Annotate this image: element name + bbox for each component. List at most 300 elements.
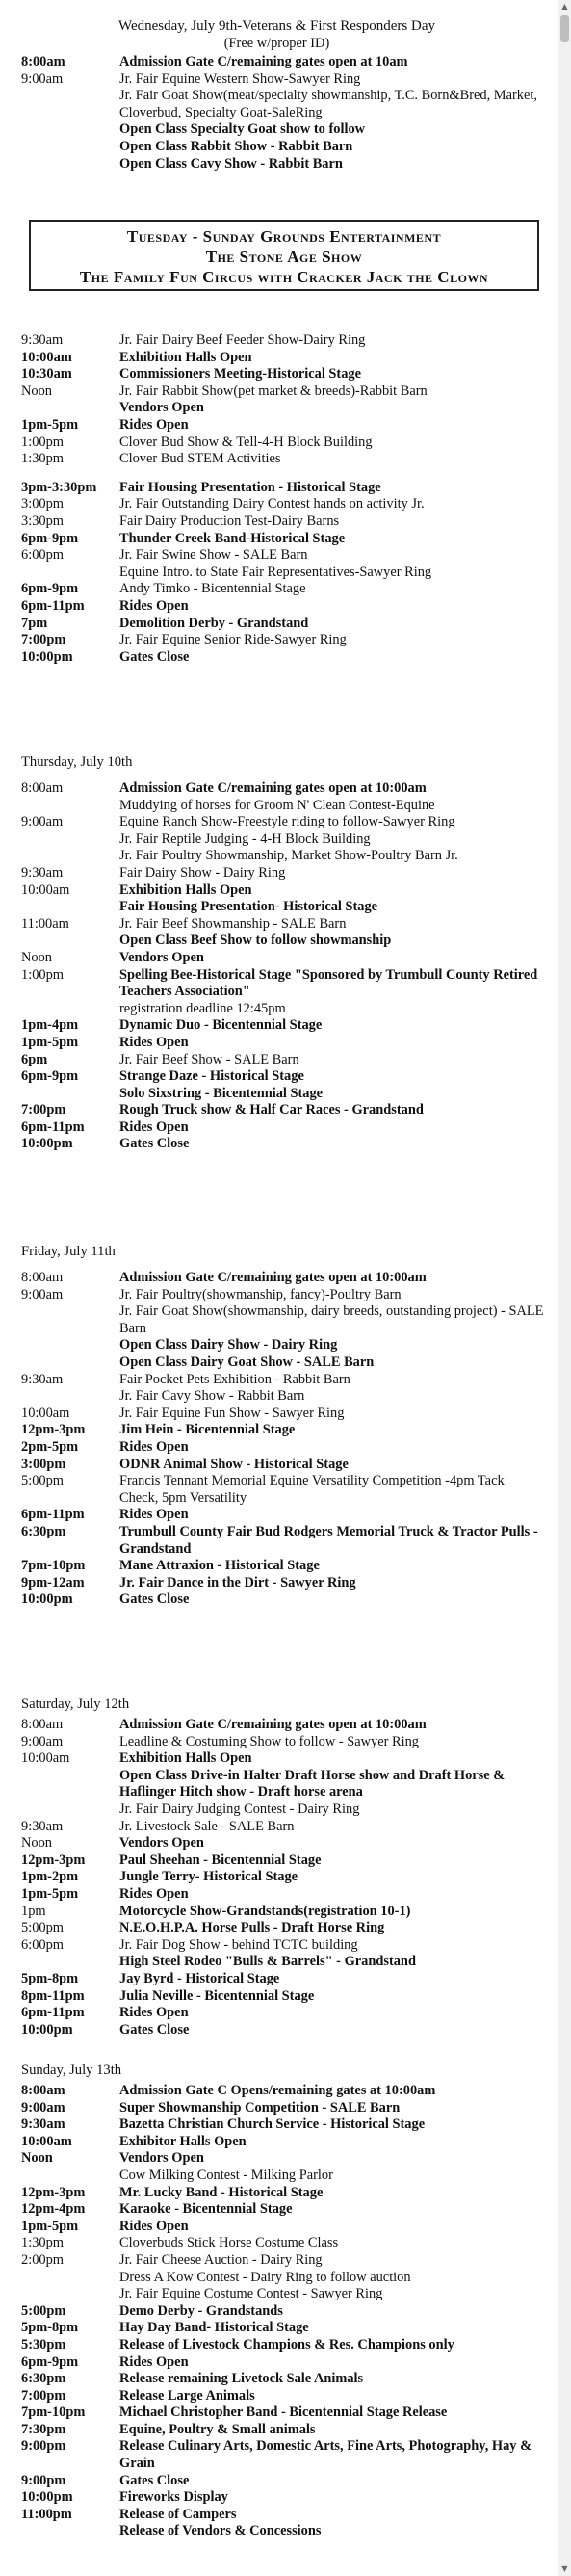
schedule-row — [0, 598, 554, 616]
schedule-event: Motorcycle Show-Grandstands(registration 10-1) — [119, 1903, 411, 1919]
schedule-row — [0, 451, 554, 468]
schedule-time: 1pm-2pm — [21, 1869, 79, 1885]
schedule-event: Dynamic Duo - Bicentennial Stage — [119, 1017, 323, 1034]
schedule-row — [0, 616, 554, 633]
schedule-event: Commissioners Meeting-Historical Stage — [119, 366, 361, 382]
schedule-event: Rides Open — [119, 1034, 189, 1050]
schedule-event: Rough Truck show & Half Car Races - Grandstand — [119, 1102, 424, 1118]
schedule-row — [0, 1068, 554, 1086]
schedule-row — [0, 1473, 554, 1507]
schedule-event: Spelling Bee-Historical Stage "Sponsored by Trumbull County Retired Teachers Association" — [119, 966, 538, 1000]
schedule-row — [0, 1086, 554, 1103]
schedule-row — [0, 1971, 554, 1988]
schedule-event: Rides Open — [119, 597, 189, 614]
schedule-event: Jr. Fair Poultry Showmanship, Market Show-Poultry Barn Jr. — [119, 848, 458, 864]
schedule-row — [0, 1287, 554, 1304]
wednesday-subheading: (Free w/proper ID) — [223, 36, 330, 51]
schedule-time: Noon — [21, 1835, 52, 1852]
schedule-row — [0, 1937, 554, 1955]
schedule-row — [0, 1591, 554, 1609]
schedule-row — [0, 2252, 554, 2270]
schedule-time: 8:00am — [21, 780, 64, 796]
schedule-event: Jr. Fair Reptile Judging - 4-H Block Building — [119, 830, 371, 847]
schedule-time: 9:30am — [21, 864, 64, 881]
schedule-time: 3:30pm — [21, 513, 64, 529]
schedule-row — [0, 2286, 554, 2303]
schedule-row — [0, 121, 554, 139]
schedule-event: Mr. Lucky Band - Historical Stage — [119, 2184, 324, 2200]
schedule-time: Noon — [21, 2150, 53, 2167]
friday-heading: Friday, July 11th — [21, 1244, 116, 1259]
schedule-event: Vendors Open — [119, 400, 204, 416]
schedule-event: Jay Byrd - Historical Stage — [119, 1970, 280, 1986]
schedule-event: Paul Sheehan - Bicentennial Stage — [119, 1852, 322, 1868]
schedule-row — [0, 2489, 554, 2507]
schedule-event: Jr. Fair Goat Show(meat/specialty showmanship, T.C. Born&Bred, Market, Cloverbud, Specialty Goat-SaleRing — [119, 88, 537, 120]
schedule-event: Open Class Cavy Show - Rabbit Barn — [119, 155, 343, 171]
schedule-time: 7pm-10pm — [21, 2405, 86, 2421]
schedule-event: Trumbull County Fair Bud Rodgers Memorial Truck & Tractor Pulls - Grandstand — [119, 1523, 538, 1557]
schedule-row — [0, 632, 554, 649]
schedule-row — [0, 2100, 554, 2117]
schedule-row — [0, 1354, 554, 1372]
schedule-row — [0, 2507, 554, 2524]
schedule-row — [0, 88, 554, 121]
schedule-time: 9:00pm — [21, 2438, 66, 2455]
banner-line-1: Tuesday - Sunday Grounds Entertainment — [126, 227, 442, 246]
schedule-row — [0, 1102, 554, 1119]
schedule-event: Jr. Fair Beef Showmanship - SALE Barn — [119, 915, 347, 932]
schedule-event: Equine, Poultry & Small animals — [119, 2421, 316, 2437]
schedule-event: Jr. Fair Cavy Show - Rabbit Barn — [119, 1388, 305, 1405]
schedule-time: 2:00pm — [21, 2251, 64, 2268]
schedule-event: Open Class Dairy Goat Show - SALE Barn — [119, 1354, 375, 1370]
schedule-time: 7:00pm — [21, 2387, 66, 2404]
banner-line-3: The Family Fun Circus with Cracker Jack the Clown — [79, 268, 489, 286]
schedule-event: registration deadline 12:45pm — [119, 1000, 286, 1016]
schedule-time: 12pm-3pm — [21, 1852, 86, 1868]
friday-rows — [0, 1270, 554, 1609]
thursday-heading: Thursday, July 10th — [21, 754, 133, 770]
schedule-event: Open Class Specialty Goat show to follow — [119, 121, 366, 138]
schedule-row — [0, 1734, 554, 1751]
schedule-row — [0, 1801, 554, 1819]
schedule-row — [0, 2134, 554, 2151]
schedule-time: 2pm-5pm — [21, 1438, 79, 1455]
schedule-event: Release Large Animals — [119, 2387, 255, 2404]
schedule-event: Jr. Fair Cheese Auction - Dairy Ring — [119, 2251, 323, 2268]
schedule-time: 7:00pm — [21, 632, 66, 648]
schedule-event: Gates Close — [119, 2472, 190, 2488]
wednesday-heading: Wednesday, July 9th-Veterans & First Responders Day — [117, 18, 435, 34]
schedule-event: Jr. Fair Outstanding Dairy Contest hands on activity Jr. — [119, 496, 425, 513]
schedule-time: 10:00pm — [21, 1136, 73, 1152]
schedule-row — [0, 933, 554, 950]
schedule-event: Open Class Rabbit Show - Rabbit Barn — [119, 138, 353, 154]
schedule-row — [0, 332, 554, 350]
schedule-row — [0, 848, 554, 865]
schedule-event: Jr. Fair Poultry(showmanship, fancy)-Poultry Barn — [119, 1286, 402, 1302]
schedule-row — [0, 513, 554, 531]
schedule-event: Release Culinary Arts, Domestic Arts, Fine Arts, Photography, Hay & Grain — [119, 2438, 532, 2472]
schedule-time: 1pm-5pm — [21, 2218, 79, 2234]
schedule-row — [0, 1337, 554, 1354]
schedule-row — [0, 496, 554, 513]
schedule-time: 8:00am — [21, 1717, 64, 1732]
schedule-time: Noon — [21, 949, 52, 965]
schedule-event: Gates Close — [119, 2021, 190, 2037]
schedule-time: 10:30am — [21, 366, 72, 382]
schedule-event: Exhibition Halls Open — [119, 1750, 252, 1767]
schedule-event: Michael Christopher Band - Bicentennial Stage Release — [119, 2405, 448, 2421]
schedule-row — [0, 1136, 554, 1153]
schedule-row — [0, 2371, 554, 2388]
schedule-time: 9:00am — [21, 70, 64, 87]
tuesday-section — [0, 332, 554, 666]
schedule-time: 3pm-3:30pm — [21, 479, 97, 495]
schedule-event: Clover Bud STEM Activities — [119, 451, 281, 467]
schedule-row — [0, 2005, 554, 2022]
schedule-event: Francis Tennant Memorial Equine Versatility Competition -4pm Tack Check, 5pm Versatility — [119, 1473, 505, 1506]
schedule-event: Thunder Creek Band-Historical Stage — [119, 530, 346, 546]
schedule-row — [0, 2422, 554, 2439]
thursday-rows — [0, 780, 554, 1153]
schedule-row — [0, 1524, 554, 1558]
schedule-row — [0, 2235, 554, 2252]
schedule-event: Rides Open — [119, 2353, 189, 2370]
schedule-row — [0, 350, 554, 367]
schedule-time: 9pm-12am — [21, 1574, 85, 1590]
schedule-row — [0, 1270, 554, 1287]
friday-section — [0, 1243, 554, 1609]
schedule-time: 10:00am — [21, 1750, 70, 1767]
schedule-time: 9:00pm — [21, 2472, 66, 2488]
schedule-event: Cow Milking Contest - Milking Parlor — [119, 2167, 333, 2183]
schedule-row — [0, 531, 554, 548]
schedule-row — [0, 1001, 554, 1018]
schedule-time: 9:00am — [21, 1733, 64, 1749]
schedule-event: Jr. Fair Equine Senior Ride-Sawyer Ring — [119, 632, 347, 648]
schedule-time: 6pm-11pm — [21, 1118, 85, 1135]
wednesday-section — [0, 17, 554, 172]
schedule-time: 6:30pm — [21, 2371, 66, 2387]
schedule-event: Rides Open — [119, 1885, 189, 1902]
schedule-event: Fair Dairy Show - Dairy Ring — [119, 864, 286, 881]
schedule-event: Gates Close — [119, 1591, 190, 1608]
schedule-row — [0, 1575, 554, 1592]
schedule-event: Release of Campers — [119, 2506, 237, 2522]
schedule-event: Jr. Livestock Sale - SALE Barn — [119, 1818, 295, 1834]
schedule-row — [0, 1988, 554, 2006]
schedule-event: Admission Gate C/remaining gates open at 10:00am — [119, 780, 427, 796]
schedule-event: Fair Pocket Pets Exhibition - Rabbit Barn — [119, 1371, 350, 1387]
schedule-row — [0, 71, 554, 89]
schedule-row — [0, 1717, 554, 1734]
schedule-row — [0, 1853, 554, 1870]
schedule-row — [0, 2354, 554, 2372]
schedule-event: Strange Daze - Historical Stage — [119, 1068, 304, 1085]
schedule-time: 10:00am — [21, 2133, 72, 2149]
schedule-time: 11:00am — [21, 915, 69, 932]
schedule-event: Open Class Dairy Show - Dairy Ring — [119, 1337, 338, 1354]
schedule-time: 12pm-4pm — [21, 2201, 86, 2218]
schedule-event: Bazetta Christian Church Service - Historical Stage — [119, 2116, 426, 2133]
schedule-row — [0, 882, 554, 900]
schedule-row — [0, 1372, 554, 1389]
schedule-event: Fair Housing Presentation - Historical Stage — [119, 479, 381, 495]
schedule-event: Jr. Fair Equine Fun Show - Sawyer Ring — [119, 1405, 345, 1421]
schedule-event: Dress A Kow Contest - Dairy Ring to follow auction — [119, 2269, 411, 2285]
schedule-time: 9:00am — [21, 1286, 64, 1302]
schedule-event: Jr. Fair Dairy Beef Feeder Show-Dairy Ring — [119, 332, 366, 348]
schedule-row — [0, 2083, 554, 2100]
schedule-row — [0, 400, 554, 417]
schedule-row — [0, 1017, 554, 1035]
schedule-row — [0, 2168, 554, 2185]
schedule-event: Jr. Fair Rabbit Show(pet market & breeds)-Rabbit Barn — [119, 382, 428, 399]
schedule-time: 5:00pm — [21, 2302, 66, 2319]
schedule-time: 6pm-9pm — [21, 581, 79, 597]
schedule-row — [0, 1052, 554, 1069]
schedule-event: Admission Gate C/remaining gates open at 10am — [119, 54, 408, 69]
schedule-row — [0, 950, 554, 967]
schedule-event: Release remaining Livetock Sale Animals — [119, 2371, 364, 2387]
schedule-event: Andy Timko - Bicentennial Stage — [119, 581, 306, 597]
schedule-row — [0, 1406, 554, 1423]
schedule-event: Jr. Fair Dairy Judging Contest - Dairy Ring — [119, 1801, 360, 1817]
schedule-time: 9:30am — [21, 332, 64, 348]
schedule-event: Gates Close — [119, 1136, 190, 1152]
schedule-time: 6pm-11pm — [21, 2005, 85, 2021]
schedule-row — [0, 1422, 554, 1439]
schedule-row — [0, 1558, 554, 1575]
schedule-event: Jr. Fair Dog Show - behind TCTC building — [119, 1936, 358, 1953]
schedule-event: Open Class Drive-in Halter Draft Horse show and Draft Horse & Haflinger Hitch show - Draft horse arena — [119, 1767, 506, 1801]
schedule-row — [0, 565, 554, 582]
schedule-row — [0, 547, 554, 565]
schedule-row — [0, 798, 554, 815]
schedule-time: 6pm-9pm — [21, 530, 79, 546]
schedule-event: Jr. Fair Beef Show - SALE Barn — [119, 1051, 299, 1067]
schedule-time: 6pm — [21, 1051, 48, 1067]
schedule-event: High Steel Rodeo "Bulls & Barrels" - Grandstand — [119, 1954, 416, 1970]
schedule-row — [0, 1954, 554, 1971]
schedule-event: Rides Open — [119, 1118, 189, 1135]
schedule-time: 10:00pm — [21, 2021, 73, 2037]
thursday-section — [0, 753, 554, 1153]
schedule-row — [0, 434, 554, 452]
schedule-time: 5pm-8pm — [21, 1970, 79, 1986]
schedule-row — [0, 480, 554, 497]
schedule-event: Clover Bud Show & Tell-4-H Block Building — [119, 434, 373, 450]
schedule-event: Jr. Fair Goat Show(showmanship, dairy breeds, outstanding project) - SALE Barn — [119, 1303, 544, 1336]
schedule-time: 9:00am — [21, 814, 64, 830]
schedule-time: 1:30pm — [21, 451, 64, 467]
schedule-event: Jim Hein - Bicentennial Stage — [119, 1422, 296, 1438]
scrollbar-thumb[interactable] — [560, 15, 569, 42]
schedule-event: Jungle Terry- Historical Stage — [119, 1869, 298, 1885]
schedule-event: Jr. Fair Swine Show - SALE Barn — [119, 547, 308, 564]
schedule-time: 1pm-4pm — [21, 1017, 79, 1034]
schedule-time: 7pm-10pm — [21, 1558, 86, 1574]
schedule-event: N.E.O.H.P.A. Horse Pulls - Draft Horse Ring — [119, 1920, 385, 1936]
schedule-time: 10:00pm — [21, 1591, 73, 1608]
schedule-time: 6pm-11pm — [21, 1507, 85, 1523]
schedule-time: 8:00am — [21, 1270, 64, 1285]
schedule-row — [0, 366, 554, 383]
schedule-time: 7:30pm — [21, 2421, 66, 2437]
schedule-time: 9:30am — [21, 1371, 64, 1387]
schedule-event: Admission Gate C/remaining gates open at 10:00am — [119, 1270, 427, 1285]
schedule-event: Exhibitor Halls Open — [119, 2133, 247, 2149]
schedule-event: Vendors Open — [119, 2150, 204, 2167]
schedule-event: Equine Intro. to State Fair Representatives-Sawyer Ring — [119, 564, 432, 580]
schedule-time: 5pm-8pm — [21, 2320, 79, 2336]
schedule-event: Super Showmanship Competition - SALE Barn — [119, 2099, 401, 2116]
schedule-row — [0, 2201, 554, 2219]
schedule-event: Vendors Open — [119, 1835, 204, 1852]
schedule-time: 1pm — [21, 1903, 46, 1919]
schedule-time: 12pm-3pm — [21, 1422, 86, 1438]
schedule-row — [0, 1886, 554, 1904]
schedule-time: 6:00pm — [21, 1936, 64, 1953]
schedule-event: Rides Open — [119, 1438, 189, 1455]
schedule-row — [0, 1035, 554, 1052]
schedule-event: Jr. Fair Equine Western Show-Sawyer Ring — [119, 70, 361, 87]
schedule-row — [0, 1303, 554, 1337]
schedule-event: Fair Housing Presentation- Historical Stage — [119, 899, 378, 915]
schedule-row — [0, 2150, 554, 2168]
schedule-event: Admission Gate C Opens/remaining gates at 10:00am — [119, 2083, 436, 2098]
schedule-row — [0, 865, 554, 882]
schedule-event: Karaoke - Bicentennial Stage — [119, 2201, 293, 2218]
schedule-row — [0, 1768, 554, 1801]
schedule-time: Noon — [21, 382, 52, 399]
schedule-event: Exhibition Halls Open — [119, 881, 252, 898]
schedule-row — [0, 814, 554, 831]
schedule-row — [0, 383, 554, 401]
schedule-event: Equine Ranch Show-Freestyle riding to follow-Sawyer Ring — [119, 814, 455, 830]
schedule-time: 1:30pm — [21, 2235, 64, 2251]
schedule-time: 1pm-5pm — [21, 1885, 79, 1902]
schedule-time: 7:00pm — [21, 1102, 66, 1118]
schedule-row — [0, 581, 554, 598]
schedule-time: 6pm-11pm — [21, 597, 85, 614]
schedule-row — [0, 780, 554, 798]
schedule-row — [0, 1388, 554, 1406]
vertical-scrollbar[interactable] — [558, 0, 571, 2576]
schedule-row — [0, 1920, 554, 1937]
schedule-event: Jr. Fair Equine Costume Contest - Sawyer Ring — [119, 2286, 383, 2302]
schedule-event: Demolition Derby - Grandstand — [119, 615, 309, 631]
schedule-event: Release of Livestock Champions & Res. Champions only — [119, 2336, 454, 2353]
schedule-row — [0, 2337, 554, 2354]
schedule-time: 10:00pm — [21, 2489, 73, 2506]
schedule-time: 5:30pm — [21, 2336, 66, 2353]
schedule-event: Cloverbuds Stick Horse Costume Class — [119, 2235, 339, 2251]
schedule-event: Solo Sixstring - Bicentennial Stage — [119, 1085, 324, 1101]
schedule-event: Jr. Fair Dance in the Dirt - Sawyer Ring — [119, 1574, 356, 1590]
schedule-event: Fireworks Display — [119, 2489, 228, 2506]
schedule-row — [0, 2523, 554, 2540]
schedule-time: 6pm-9pm — [21, 2353, 79, 2370]
schedule-row — [0, 916, 554, 933]
schedule-time: 3:00pm — [21, 1456, 66, 1472]
schedule-row — [0, 2022, 554, 2039]
schedule-row — [0, 1750, 554, 1768]
schedule-time: 5:00pm — [21, 1920, 64, 1936]
wednesday-rows — [0, 54, 554, 172]
scroll-up-icon[interactable]: ▲ — [561, 2, 568, 11]
schedule-event: ODNR Animal Show - Historical Stage — [119, 1456, 349, 1472]
sunday-section — [0, 2062, 554, 2540]
schedule-row — [0, 417, 554, 434]
schedule-event: Rides Open — [119, 416, 189, 433]
schedule-row — [0, 649, 554, 667]
schedule-time: 1pm-5pm — [21, 416, 79, 433]
schedule-row — [0, 2388, 554, 2405]
schedule-event: Rides Open — [119, 2218, 189, 2234]
schedule-row — [0, 1439, 554, 1457]
schedule-time: 6:00pm — [21, 547, 64, 564]
scroll-down-icon[interactable]: ▼ — [561, 2564, 568, 2573]
schedule-time: 9:30am — [21, 1818, 64, 1834]
schedule-time: 9:30am — [21, 2116, 65, 2133]
schedule-row — [0, 54, 554, 71]
schedule-row — [0, 2473, 554, 2490]
schedule-time: 11:00pm — [21, 2506, 72, 2522]
entertainment-banner — [29, 220, 539, 291]
schedule-row — [0, 156, 554, 173]
schedule-event: Exhibition Halls Open — [119, 349, 252, 365]
schedule-event: Mane Attraxion - Historical Stage — [119, 1558, 320, 1574]
schedule-row — [0, 967, 554, 1001]
tuesday-rows — [0, 332, 554, 666]
schedule-event: Release of Vendors & Concessions — [119, 2523, 322, 2539]
schedule-time: 1pm-5pm — [21, 1034, 79, 1050]
schedule-row — [0, 899, 554, 916]
saturday-rows — [0, 1717, 554, 2038]
banner-line-2: The Stone Age Show — [205, 248, 363, 266]
schedule-row — [0, 1835, 554, 1853]
schedule-row — [0, 2219, 554, 2236]
schedule-time: 9:00am — [21, 2099, 65, 2116]
schedule-row — [0, 2270, 554, 2287]
sunday-rows — [0, 2083, 554, 2540]
schedule-row — [0, 831, 554, 849]
schedule-time: 5:00pm — [21, 1473, 64, 1489]
schedule-time: 10:00am — [21, 881, 70, 898]
schedule-row — [0, 1869, 554, 1886]
schedule-row — [0, 1904, 554, 1921]
schedule-time: 8:00am — [21, 2083, 65, 2098]
schedule-row — [0, 1457, 554, 1474]
schedule-event: Fair Dairy Production Test-Dairy Barns — [119, 513, 340, 529]
schedule-row — [0, 1819, 554, 1836]
schedule-event: Muddying of horses for Groom N' Clean Contest-Equine — [119, 797, 435, 813]
schedule-event: Admission Gate C/remaining gates open at 10:00am — [119, 1717, 427, 1732]
schedule-row — [0, 2438, 554, 2472]
schedule-time: 6:30pm — [21, 1523, 66, 1539]
schedule-event: Leadline & Costuming Show to follow - Sawyer Ring — [119, 1733, 419, 1749]
schedule-event: Julia Neville - Bicentennial Stage — [119, 1987, 315, 2004]
schedule-time: 8pm-11pm — [21, 1987, 85, 2004]
schedule-event: Rides Open — [119, 2005, 189, 2021]
schedule-row — [0, 1119, 554, 1137]
schedule-time: 1:00pm — [21, 434, 64, 450]
schedule-row — [0, 139, 554, 156]
schedule-time: 6pm-9pm — [21, 1068, 79, 1085]
